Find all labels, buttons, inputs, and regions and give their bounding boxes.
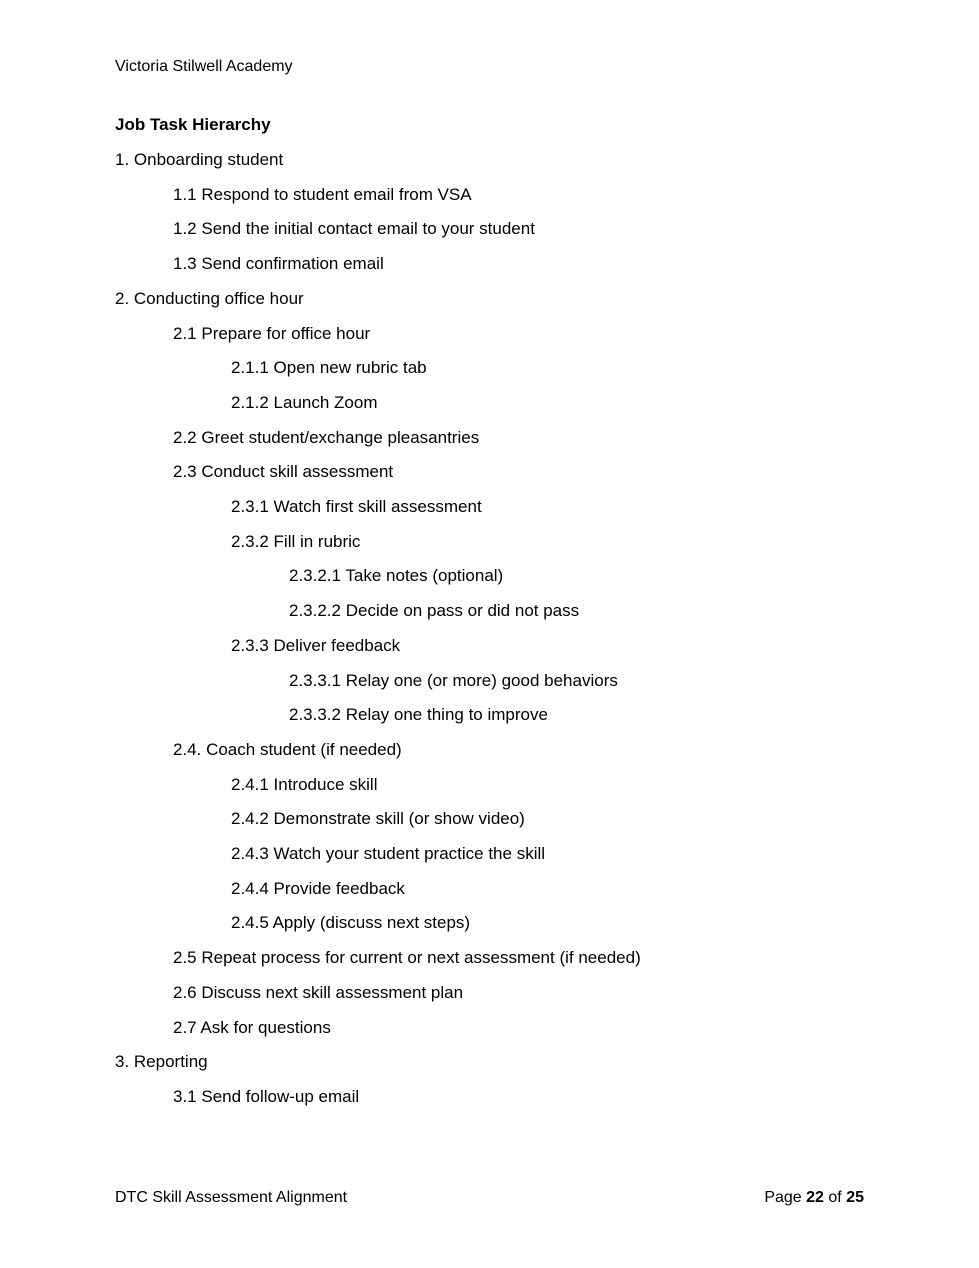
outline-item-level-2: 2.4.2 Demonstrate skill (or show video) (231, 809, 525, 828)
outline-item-level-3: 2.3.2.1 Take notes (optional) (289, 566, 504, 585)
page-number (764, 1189, 864, 1207)
outline-item-level-2: 2.1.2 Launch Zoom (231, 393, 378, 412)
outline-item-level-3: 2.3.2.2 Decide on pass or did not pass (289, 601, 580, 620)
outline-item-level-0: 1. Onboarding student (115, 150, 284, 169)
outline-item-level-1: 2.7 Ask for questions (173, 1018, 331, 1037)
page-label: Page (764, 1189, 802, 1206)
outline-item-level-1: 2.5 Repeat process for current or next assessment (if needed) (173, 948, 641, 967)
section-title: Job Task Hierarchy (115, 115, 271, 134)
page-of: of (828, 1189, 842, 1206)
outline-item-level-1: 2.2 Greet student/exchange pleasantries (173, 428, 480, 447)
outline-item-level-2: 2.1.1 Open new rubric tab (231, 358, 427, 377)
outline-item-level-2: 2.4.5 Apply (discuss next steps) (231, 913, 471, 932)
outline-item-level-2: 2.4.1 Introduce skill (231, 775, 378, 794)
outline-item-level-2: 2.3.2 Fill in rubric (231, 532, 361, 551)
footer-document-name: DTC Skill Assessment Alignment (115, 1189, 348, 1206)
outline-item-level-1: 2.4. Coach student (if needed) (173, 740, 402, 759)
running-header: Victoria Stilwell Academy (115, 58, 293, 75)
outline-item-level-1: 1.3 Send confirmation email (173, 254, 384, 273)
outline-item-level-0: 2. Conducting office hour (115, 289, 304, 308)
page-total: 25 (846, 1189, 864, 1206)
page-current: 22 (806, 1189, 824, 1206)
outline-item-level-3: 2.3.3.2 Relay one thing to improve (289, 705, 548, 724)
outline-item-level-1: 2.1 Prepare for office hour (173, 324, 371, 343)
outline-item-level-1: 1.1 Respond to student email from VSA (173, 185, 472, 204)
outline-item-level-2: 2.3.1 Watch first skill assessment (231, 497, 482, 516)
outline-item-level-1: 2.6 Discuss next skill assessment plan (173, 983, 464, 1002)
outline-item-level-2: 2.4.3 Watch your student practice the skill (231, 844, 546, 863)
outline-item-level-1: 2.3 Conduct skill assessment (173, 462, 394, 481)
outline-item-level-1: 3.1 Send follow-up email (173, 1087, 360, 1106)
outline-item-level-2: 2.4.4 Provide feedback (231, 879, 405, 898)
outline-item-level-0: 3. Reporting (115, 1052, 208, 1071)
outline-item-level-1: 1.2 Send the initial contact email to your student (173, 219, 535, 238)
outline-item-level-2: 2.3.3 Deliver feedback (231, 636, 401, 655)
outline-item-level-3: 2.3.3.1 Relay one (or more) good behaviors (289, 671, 618, 690)
